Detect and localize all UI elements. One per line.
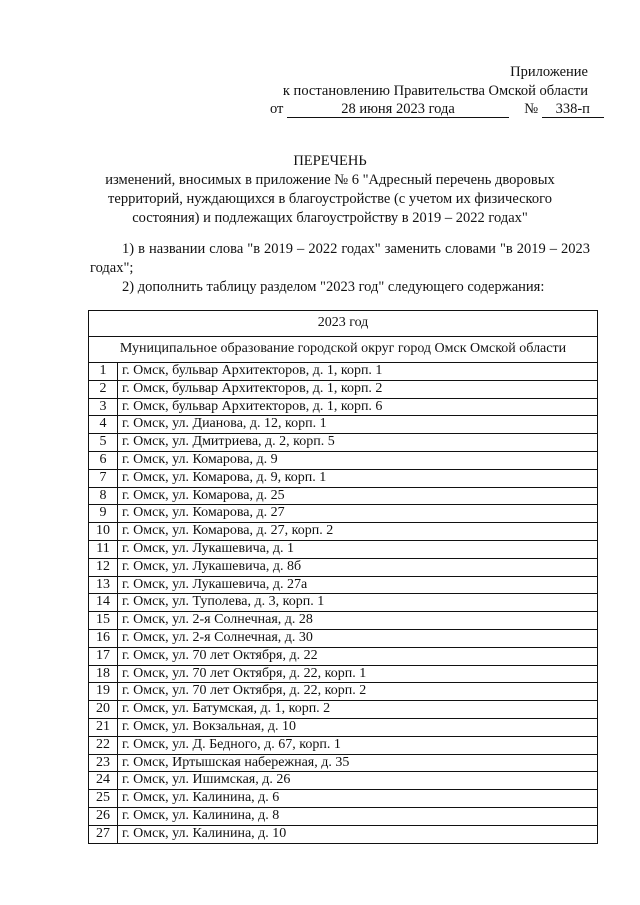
- document-subtitle: изменений, вносимых в приложение № 6 "Адресный перечень дворовых территорий, нуждающихся в благоустройстве (с учетом их физического состояния) и подлежащих благоустройству в 2019 – 2022 годах": [105, 172, 555, 226]
- row-address: г. Омск, ул. Дианова, д. 12, корп. 1: [118, 416, 598, 434]
- row-address: г. Омск, ул. Комарова, д. 27, корп. 2: [118, 523, 598, 541]
- row-number: 26: [89, 807, 118, 825]
- row-address: г. Омск, ул. Комарова, д. 25: [118, 487, 598, 505]
- table-row: [89, 523, 598, 541]
- table-row: [89, 505, 598, 523]
- row-address: г. Омск, бульвар Архитекторов, д. 1, корп. 1: [118, 363, 598, 381]
- row-address: г. Омск, ул. Калинина, д. 10: [118, 825, 598, 843]
- row-number: 10: [89, 523, 118, 541]
- row-address: г. Омск, ул. 70 лет Октября, д. 22: [118, 647, 598, 665]
- row-address: г. Омск, ул. Комарова, д. 9: [118, 451, 598, 469]
- row-number: 17: [89, 647, 118, 665]
- row-number: 11: [89, 540, 118, 558]
- table-row: [89, 736, 598, 754]
- row-address: г. Омск, ул. 70 лет Октября, д. 22, корп. 1: [118, 665, 598, 683]
- row-number: 14: [89, 594, 118, 612]
- row-address: г. Омск, ул. 70 лет Октября, д. 22, корп. 2: [118, 683, 598, 701]
- table-row: [89, 683, 598, 701]
- row-address: г. Омск, ул. 2-я Солнечная, д. 30: [118, 629, 598, 647]
- table-municipality: Муниципальное образование городской округ город Омск Омской области: [89, 337, 598, 363]
- table-row: [89, 754, 598, 772]
- table-row: [89, 594, 598, 612]
- row-address: г. Омск, ул. Лукашевича, д. 27а: [118, 576, 598, 594]
- row-number: 12: [89, 558, 118, 576]
- document-heading: ПЕРЕЧЕНЬ: [293, 153, 367, 169]
- row-number: 22: [89, 736, 118, 754]
- table-row: [89, 469, 598, 487]
- resolution-number: 338-п: [542, 101, 604, 118]
- table-row: [89, 647, 598, 665]
- row-address: г. Омск, ул. Комарова, д. 27: [118, 505, 598, 523]
- row-address: г. Омск, ул. Калинина, д. 8: [118, 807, 598, 825]
- table-row: [89, 363, 598, 381]
- row-number: 27: [89, 825, 118, 843]
- paragraph-2: 2) дополнить таблицу разделом "2023 год" следующего содержания:: [122, 279, 545, 295]
- resolution-date-line: [270, 100, 604, 119]
- row-number: 7: [89, 469, 118, 487]
- row-address: г. Омск, ул. 2-я Солнечная, д. 28: [118, 612, 598, 630]
- table-row: [89, 416, 598, 434]
- row-address: г. Омск, ул. Батумская, д. 1, корп. 2: [118, 701, 598, 719]
- row-address: г. Омск, ул. Д. Бедного, д. 67, корп. 1: [118, 736, 598, 754]
- row-number: 24: [89, 772, 118, 790]
- row-address: г. Омск, ул. Калинина, д. 6: [118, 790, 598, 808]
- row-number: 25: [89, 790, 118, 808]
- table-row: [89, 772, 598, 790]
- row-number: 9: [89, 505, 118, 523]
- row-address: г. Омск, Иртышская набережная, д. 35: [118, 754, 598, 772]
- table-row: [89, 380, 598, 398]
- row-address: г. Омск, ул. Лукашевича, д. 1: [118, 540, 598, 558]
- address-table: [88, 310, 598, 844]
- table-row: [89, 665, 598, 683]
- table-year-row: [89, 311, 598, 337]
- table-row: [89, 398, 598, 416]
- row-number: 1: [89, 363, 118, 381]
- row-number: 18: [89, 665, 118, 683]
- table-row: [89, 487, 598, 505]
- table-row: [89, 701, 598, 719]
- appendix-label: Приложение: [510, 64, 588, 80]
- row-number: 19: [89, 683, 118, 701]
- table-row: [89, 612, 598, 630]
- row-address: г. Омск, ул. Вокзальная, д. 10: [118, 718, 598, 736]
- row-address: г. Омск, ул. Комарова, д. 9, корп. 1: [118, 469, 598, 487]
- row-number: 13: [89, 576, 118, 594]
- row-number: 2: [89, 380, 118, 398]
- number-label: №: [524, 101, 539, 117]
- row-address: г. Омск, ул. Дмитриева, д. 2, корп. 5: [118, 434, 598, 452]
- table-row: [89, 576, 598, 594]
- row-number: 23: [89, 754, 118, 772]
- resolution-reference: к постановлению Правительства Омской области: [282, 83, 588, 99]
- row-number: 21: [89, 718, 118, 736]
- row-number: 4: [89, 416, 118, 434]
- table-row: [89, 451, 598, 469]
- row-address: г. Омск, ул. Лукашевича, д. 8б: [118, 558, 598, 576]
- paragraph-1: 1) в названии слова "в 2019 – 2022 годах" заменить словами "в 2019 – 2023 годах";: [90, 241, 590, 276]
- row-number: 15: [89, 612, 118, 630]
- row-address: г. Омск, бульвар Архитекторов, д. 1, корп. 6: [118, 398, 598, 416]
- row-address: г. Омск, ул. Ишимская, д. 26: [118, 772, 598, 790]
- row-address: г. Омск, бульвар Архитекторов, д. 1, корп. 2: [118, 380, 598, 398]
- table-row: [89, 558, 598, 576]
- table-row: [89, 790, 598, 808]
- table-row: [89, 825, 598, 843]
- row-number: 16: [89, 629, 118, 647]
- row-number: 5: [89, 434, 118, 452]
- table-row: [89, 807, 598, 825]
- table-row: [89, 629, 598, 647]
- table-row: [89, 434, 598, 452]
- table-row: [89, 718, 598, 736]
- row-number: 6: [89, 451, 118, 469]
- table-municipality-row: [89, 337, 598, 363]
- row-number: 3: [89, 398, 118, 416]
- row-number: 8: [89, 487, 118, 505]
- table-row: [89, 540, 598, 558]
- row-number: 20: [89, 701, 118, 719]
- resolution-date: 28 июня 2023 года: [287, 101, 509, 118]
- from-label: от: [270, 101, 284, 117]
- row-address: г. Омск, ул. Туполева, д. 3, корп. 1: [118, 594, 598, 612]
- table-year: 2023 год: [89, 311, 598, 337]
